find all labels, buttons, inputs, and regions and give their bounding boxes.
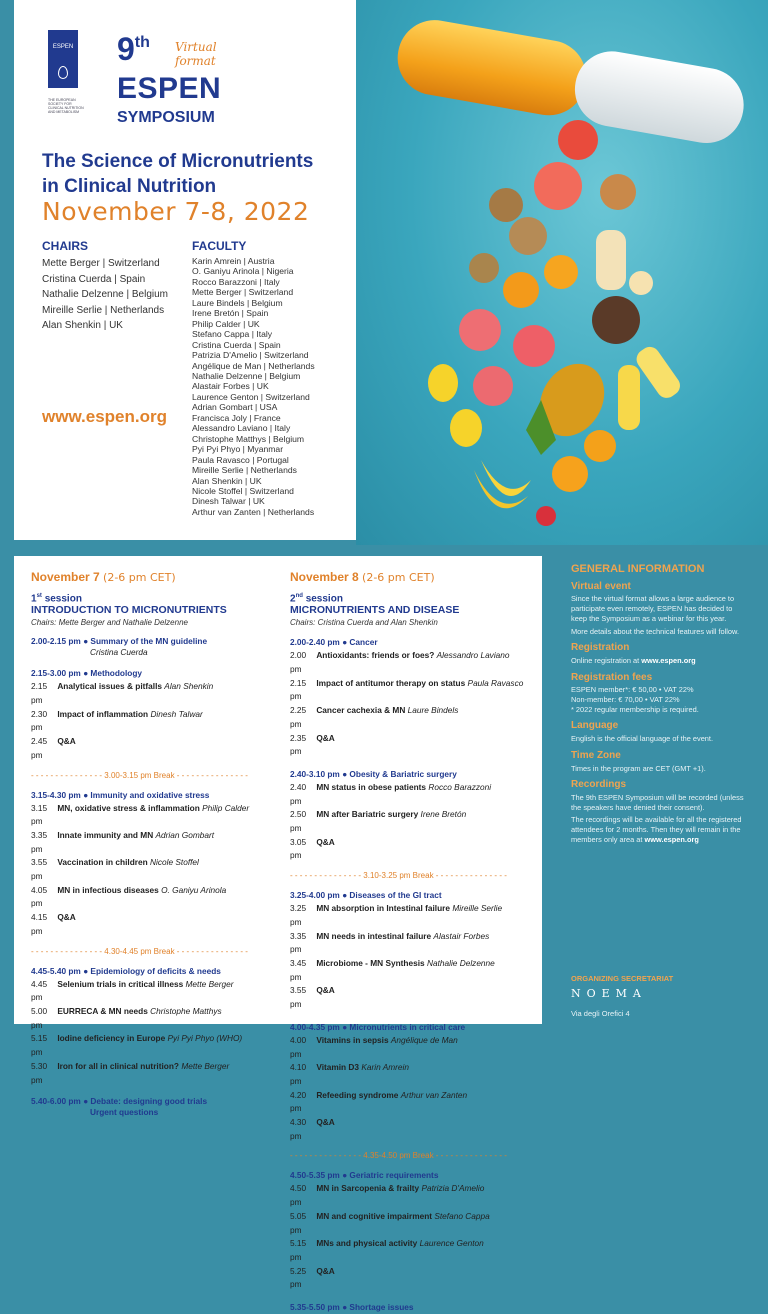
row-speaker: Laure Bindels (407, 705, 459, 716)
session-number (290, 593, 535, 604)
row-time: 2.35 pm (290, 732, 307, 757)
row-time: 2.40 pm (290, 781, 307, 806)
session-word: session (305, 593, 343, 605)
row-speaker: Laurence Genton (419, 1238, 484, 1249)
block-heading: 3.25-4.00 pm ● Diseases of the GI tract (290, 890, 442, 901)
edition-suffix: th (134, 34, 150, 51)
virtual-word: Virtual (175, 40, 217, 54)
table-row (31, 884, 276, 911)
website-link[interactable]: www.espen.org (42, 407, 168, 426)
break-divider: - - - - - - - - - - - - - - - 4.35-4.50 pm Break - - - - - - - - - - - - - - - (290, 1151, 507, 1161)
row-title: Impact of antitumor therapy on status (316, 677, 466, 688)
list-item: Christophe Matthys | Belgium (192, 433, 305, 444)
row-speaker: Karin Amrein (361, 1062, 410, 1073)
row-time: 3.45 pm (290, 957, 307, 982)
table-row (31, 911, 276, 938)
row-title: Microbiome - MN Synthesis (316, 957, 425, 968)
table-row (31, 680, 276, 707)
session-title: MICRONUTRIENTS AND DISEASE (290, 604, 460, 617)
info-text (571, 656, 746, 666)
row-time: 5.05 pm (290, 1210, 307, 1235)
session-digit: 2 (290, 593, 296, 605)
list-item: Nathalie Delzenne | Belgium (42, 289, 169, 301)
virtual-format-label (175, 40, 217, 68)
drop-icon (58, 66, 68, 79)
block-heading: 5.40-6.00 pm ● Debate: designing good trials (31, 1096, 208, 1107)
row-title: MN in infectious diseases (57, 884, 159, 895)
list-item: Nicole Stoffel | Switzerland (192, 485, 294, 496)
table-row (290, 1182, 535, 1209)
row-time: 5.15 pm (31, 1033, 48, 1058)
logo-label: ESPEN (52, 44, 74, 50)
list-item: Mette Berger | Switzerland (192, 287, 294, 298)
list-item: Arthur van Zanten | Netherlands (192, 506, 315, 517)
table-row (31, 802, 276, 829)
list-item: Mette Berger | Switzerland (42, 258, 160, 269)
row-time: 5.15 pm (290, 1238, 307, 1262)
table-row (31, 1005, 276, 1032)
session-chairs: Chairs: Cristina Cuerda and Alan Shenkin (290, 618, 438, 628)
day2-date: November 8 (290, 570, 359, 584)
list-item: Nathalie Delzenne | Belgium (192, 370, 301, 381)
table-row (290, 1210, 535, 1237)
table-row (290, 704, 535, 731)
day1-cet: (2-6 pm CET) (103, 571, 176, 584)
row-time: 2.25 pm (290, 705, 307, 729)
row-title: MN absorption in Intestinal failure (316, 903, 450, 914)
day2-heading (290, 570, 535, 584)
row-speaker: Irene Bretón (420, 809, 467, 820)
block-heading: 2.00-2.15 pm ● Summary of the MN guideline (31, 636, 208, 647)
row-title: Selenium trials in critical illness (57, 978, 184, 989)
row-title: MN status in obese patients (316, 781, 427, 792)
row-title: MN, oxidative stress & inflammation (57, 802, 200, 813)
row-speaker: Paula Ravasco (467, 677, 524, 688)
row-time: 4.10 pm (290, 1062, 307, 1086)
list-item: Cristina Cuerda | Spain (192, 339, 281, 350)
row-time: 4.05 pm (31, 884, 48, 909)
list-item: Adrian Gombart | USA (192, 402, 278, 413)
row-speaker: Philip Calder (202, 802, 250, 813)
list-item: Dinesh Talwar | UK (192, 496, 265, 507)
row-title: Q&A (316, 985, 335, 996)
row-title: Q&A (316, 836, 335, 847)
row-speaker: Dinesh Talwar (150, 708, 203, 719)
row-title: Vaccination in children (57, 857, 148, 868)
row-speaker: O. Ganiyu Arinola (161, 884, 227, 895)
faculty-heading: FACULTY (192, 239, 247, 253)
row-time: 2.45 pm (31, 736, 48, 760)
info-heading: Time Zone (571, 749, 621, 761)
row-title: Cancer cachexia & MN (316, 705, 406, 716)
row-title: Refeeding syndrome (316, 1089, 399, 1100)
row-speaker: Mette Berger (181, 1060, 230, 1071)
info-text: The 9th ESPEN Symposium will be recorded (unless the speakers have denied their consent). (571, 792, 744, 812)
table-row (31, 735, 276, 762)
noema-logo: NOEMA (571, 987, 647, 1000)
table-row (290, 1034, 535, 1061)
table-row (290, 808, 535, 835)
list-item: Pyi Pyi Phyo | Myanmar (192, 444, 284, 455)
info-text: More details about the technical features will follow. (571, 626, 740, 636)
capsule-fruit-illustration (356, 0, 768, 545)
format-word: format (175, 54, 216, 68)
recordings-link[interactable]: www.espen.org (644, 834, 699, 844)
row-speaker: Stefano Cappa (434, 1210, 490, 1221)
page-title (42, 149, 342, 199)
chairs-heading: CHAIRS (42, 239, 89, 253)
row-title: Q&A (57, 736, 76, 747)
list-item: Paula Ravasco | Portugal (192, 454, 289, 465)
row-speaker: Pyi Pyi Phyo (WHO) (167, 1033, 243, 1044)
row-time: 3.15 pm (31, 802, 48, 827)
row-speaker: Alan Shenkin (164, 681, 214, 692)
table-row (290, 781, 535, 808)
list-item: Philip Calder | UK (192, 318, 260, 329)
list-item: Alastair Forbes | UK (192, 381, 269, 392)
row-speaker: Mette Berger (185, 978, 234, 989)
block-heading-continued: Urgent questions (90, 1107, 159, 1118)
info-text: English is the official language of the event. (571, 734, 714, 744)
session-word: session (44, 593, 82, 605)
general-information (571, 565, 746, 847)
row-title: Iron for all in clinical nutrition? (57, 1060, 180, 1071)
info-text: * 2022 regular membership is required. (571, 704, 699, 714)
organizing-secretariat-heading: ORGANIZING SECRETARIAT (571, 974, 674, 983)
row-time: 3.55 pm (31, 857, 48, 882)
row-title: MN in Sarcopenia & frailty (316, 1183, 420, 1194)
list-item: Angélique de Man | Netherlands (192, 360, 315, 371)
table-row (290, 649, 535, 676)
table-row (290, 732, 535, 759)
list-item: Karin Amrein | Austria (192, 256, 275, 266)
row-title: EURRECA & MN needs (57, 1005, 148, 1016)
row-title: MNs and physical activity (316, 1238, 418, 1249)
list-item: Mireille Serlie | Netherlands (42, 304, 165, 316)
secretariat-address: Via degli Orefici 4 (571, 1009, 630, 1018)
table-row (290, 984, 535, 1011)
table-row (290, 1237, 535, 1264)
row-speaker: Rocco Barazzoni (428, 781, 492, 792)
list-item: Cristina Cuerda | Spain (42, 273, 146, 285)
table-row (290, 1061, 535, 1088)
session-title: INTRODUCTION TO MICRONUTRIENTS (31, 604, 227, 617)
row-title: Vitamins in sepsis (316, 1034, 389, 1045)
session-number (31, 593, 276, 604)
table-row (31, 1032, 276, 1059)
table-row (290, 677, 535, 704)
table-row (290, 957, 535, 984)
block-heading: 4.00-4.35 pm ● Micronutrients in critical care (290, 1021, 466, 1032)
row-time: 3.35 pm (31, 829, 48, 854)
block-heading: 3.15-4.30 pm ● Immunity and oxidative stress (31, 789, 210, 800)
day2-cet: (2-6 pm CET) (362, 571, 435, 584)
row-title: Q&A (316, 1265, 335, 1276)
day1-heading (31, 570, 276, 584)
registration-link[interactable]: www.espen.org (641, 655, 696, 665)
table-row (31, 829, 276, 856)
row-time: 4.20 pm (290, 1089, 307, 1114)
row-title: Q&A (316, 1117, 335, 1128)
row-title: Innate immunity and MN (57, 829, 154, 840)
list-item: Stefano Cappa | Italy (192, 329, 273, 340)
row-title: Antioxidants: friends or foes? (316, 650, 435, 661)
table-row (31, 708, 276, 735)
block-heading: 2.00-2.40 pm ● Cancer (290, 637, 378, 648)
row-speaker: Arthur van Zanten (400, 1089, 468, 1100)
registration-text: Online registration at (571, 655, 640, 665)
row-speaker: Christophe Matthys (150, 1005, 222, 1016)
info-text: ESPEN member*: € 50,00 • VAT 22% (571, 685, 694, 695)
row-time: 2.50 pm (290, 809, 307, 834)
list-item: O. Ganiyu Arinola | Nigeria (192, 266, 294, 277)
row-time: 4.15 pm (31, 912, 48, 936)
title-line-1: The Science of Micronutrients (42, 151, 314, 172)
espen-wordmark: ESPEN (117, 72, 222, 105)
row-title: MN and cognitive impairment (316, 1210, 433, 1221)
session-suffix: nd (295, 593, 303, 599)
row-time: 3.05 pm (290, 836, 307, 861)
block-heading: 4.50-5.35 pm ● Geriatric requirements (290, 1170, 439, 1181)
list-item: Laurence Genton | Switzerland (192, 391, 310, 402)
list-item: Alessandro Laviano | Italy (192, 423, 291, 434)
list-item: Laure Bindels | Belgium (192, 297, 283, 308)
espen-logo (48, 30, 78, 88)
info-heading: Language (571, 720, 619, 732)
info-text: Non-member: € 70,00 • VAT 22% (571, 695, 680, 705)
break-divider: - - - - - - - - - - - - - - - 4.30-4.45 pm Break - - - - - - - - - - - - - - - (31, 946, 248, 956)
table-row (31, 978, 276, 1005)
row-time: 2.15 pm (31, 681, 48, 706)
capsule-fruit-image (356, 0, 768, 545)
day2-column (290, 556, 535, 1314)
block-heading: 5.35-5.50 pm ● Shortage issues (290, 1302, 414, 1313)
table-row (290, 836, 535, 863)
info-heading: Registration (571, 642, 630, 654)
block-heading: 2.40-3.10 pm ● Obesity & Bariatric surgery (290, 768, 457, 779)
row-speaker: Patrizia D'Amelio (421, 1183, 485, 1194)
list-item: Patrizia D'Amelio | Switzerland (192, 350, 309, 361)
break-divider: - - - - - - - - - - - - - - - 3.00-3.15 pm Break - - - - - - - - - - - - - - - (31, 770, 248, 780)
row-speaker: Nathalie Delzenne (426, 957, 495, 968)
block-heading: 4.45-5.40 pm ● Epidemiology of deficits & needs (31, 965, 221, 976)
row-time: 2.30 pm (31, 708, 48, 733)
programme-card (14, 556, 542, 1313)
logo-subtext: THE EUROPEAN SOCIETY FOR CLINICAL NUTRITION AND METABOLISM (48, 98, 84, 114)
row-title: Analytical issues & pitfalls (57, 681, 162, 692)
info-text: Since the virtual format allows a large audience to participate even remotely, ESPEN has decided to keep the Symposium as a webinar for this year. (571, 594, 735, 623)
row-title: MN needs in intestinal failure (316, 930, 432, 941)
list-item: Mireille Serlie | Netherlands (192, 465, 297, 476)
block-speaker: Cristina Cuerda (90, 647, 148, 658)
row-time: 4.00 pm (290, 1034, 307, 1059)
info-text (571, 815, 746, 844)
row-time: 5.25 pm (290, 1265, 307, 1290)
session-suffix: st (36, 593, 42, 599)
row-time: 4.50 pm (290, 1183, 307, 1208)
recordings-text: The recordings will be available for all the registered attendees for 2 months. Then they will remain in the members only area at (571, 815, 742, 844)
day1-column (31, 556, 276, 1118)
row-time: 3.35 pm (290, 930, 307, 955)
list-item: Irene Bretón | Spain (192, 308, 269, 319)
row-time: 4.30 pm (290, 1117, 307, 1141)
row-time: 2.15 pm (290, 677, 307, 702)
table-row (31, 1060, 276, 1087)
table-row (290, 1265, 535, 1292)
info-text: Times in the program are CET (GMT +1). (571, 763, 706, 773)
info-heading: Registration fees (571, 671, 653, 683)
info-heading: Virtual event (571, 580, 631, 592)
list-item: Rocco Barazzoni | Italy (192, 276, 280, 287)
break-divider: - - - - - - - - - - - - - - - 3.10-3.25 pm Break - - - - - - - - - - - - - - - (290, 871, 507, 881)
list-item: Alan Shenkin | UK (192, 475, 262, 486)
row-title: Impact of inflammation (57, 708, 149, 719)
faculty-list (192, 256, 315, 517)
row-time: 3.25 pm (290, 903, 307, 927)
row-time: 4.45 pm (31, 978, 48, 1003)
table-row (290, 930, 535, 957)
title-line-2: in Clinical Nutrition (42, 176, 217, 197)
row-title: MN after Bariatric surgery (316, 809, 419, 820)
row-title: Iodine deficiency in Europe (57, 1033, 166, 1044)
row-speaker: Alastair Forbes (433, 930, 490, 941)
row-time: 5.00 pm (31, 1005, 48, 1030)
table-row (31, 856, 276, 883)
info-title: GENERAL INFORMATION (571, 563, 705, 575)
row-speaker: Alessandro Laviano (436, 650, 510, 661)
row-speaker: Mireille Serlie (452, 903, 503, 914)
table-row (290, 1089, 535, 1116)
row-time: 3.55 pm (290, 985, 307, 1010)
table-row (290, 902, 535, 929)
list-item: Francisca Joly | France (192, 412, 281, 423)
row-speaker: Adrian Gombart (155, 829, 215, 840)
edition-digit: 9 (117, 31, 135, 67)
event-date: November 7-8, 2022 (42, 197, 310, 226)
list-item: Alan Shenkin | UK (42, 320, 123, 332)
row-title: Q&A (316, 732, 335, 743)
row-speaker: Nicole Stoffel (150, 857, 199, 868)
chairs-list (42, 256, 168, 334)
session-digit: 1 (31, 593, 37, 605)
session-chairs: Chairs: Mette Berger and Nathalie Delzenne (31, 618, 188, 628)
day1-date: November 7 (31, 570, 100, 584)
block-heading: 2.15-3.00 pm ● Methodology (31, 668, 143, 679)
row-title: Vitamin D3 (316, 1062, 360, 1073)
table-row (290, 1116, 535, 1143)
info-heading: Recordings (571, 779, 627, 791)
row-title: Q&A (57, 912, 76, 923)
symposium-label: SYMPOSIUM (117, 109, 215, 126)
edition-number (117, 33, 150, 65)
row-time: 2.00 pm (290, 650, 307, 675)
row-time: 5.30 pm (31, 1060, 48, 1085)
row-speaker: Angélique de Man (390, 1034, 458, 1045)
